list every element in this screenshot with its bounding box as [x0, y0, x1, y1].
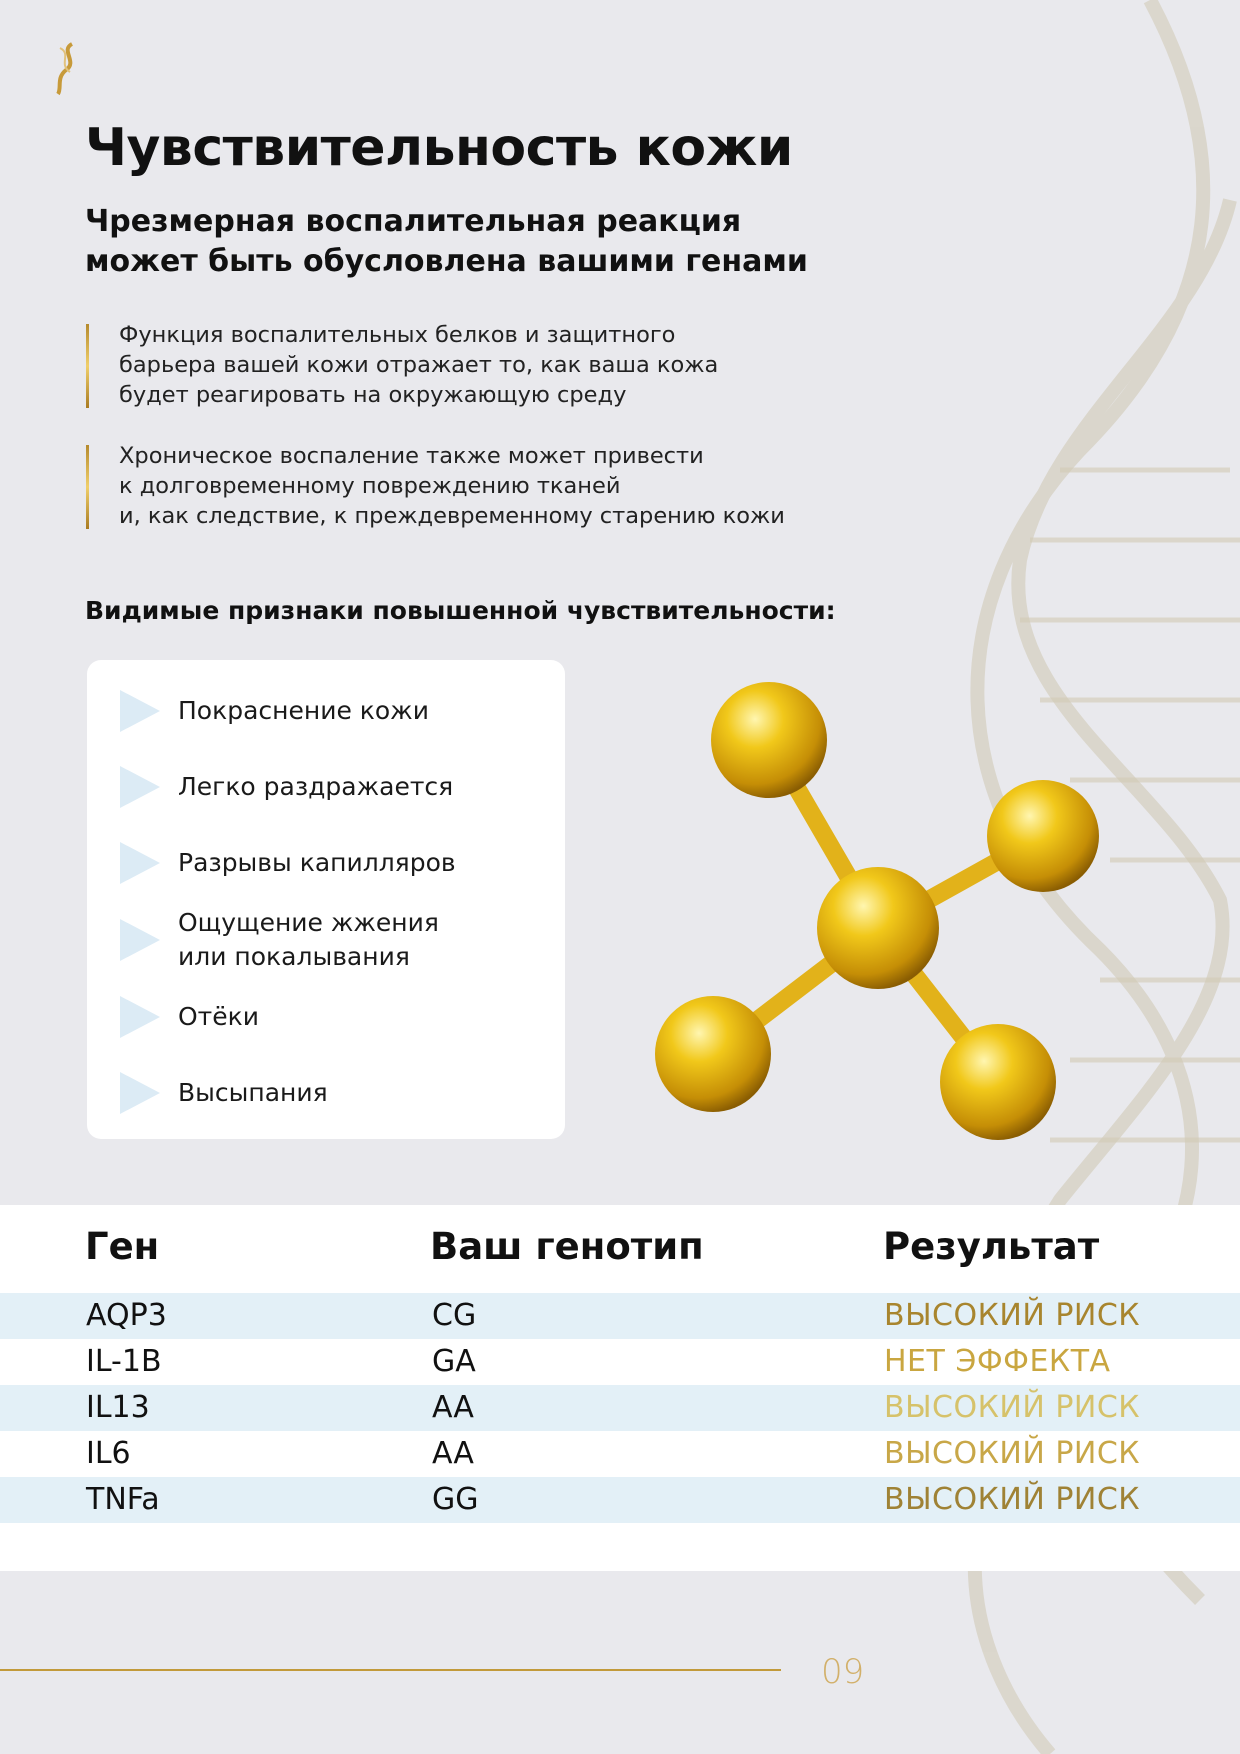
table-row: [0, 1339, 1240, 1385]
footer-divider: [0, 1669, 781, 1671]
paragraph-line: барьера вашей кожи отражает то, как ваша кожа: [119, 352, 719, 378]
genotype-cell: AA: [432, 1436, 474, 1471]
table-row: [0, 1431, 1240, 1477]
result-cell: ВЫСОКИЙ РИСК: [884, 1436, 1141, 1471]
sign-label: Высыпания: [178, 1078, 328, 1107]
molecule-image: [640, 670, 1110, 1150]
result-cell: НЕТ ЭФФЕКТА: [884, 1344, 1111, 1379]
paragraph-line: Хроническое воспаление также может привести: [119, 443, 704, 469]
triangle-right-icon: [120, 842, 160, 884]
gold-accent-bar: [86, 324, 89, 408]
paragraph-line: и, как следствие, к преждевременному старению кожи: [119, 503, 785, 529]
table-row: [0, 1385, 1240, 1431]
page-subtitle: [85, 202, 808, 282]
column-header-genotype: Ваш генотип: [430, 1225, 704, 1268]
genotype-cell: GG: [432, 1482, 479, 1517]
gene-cell: IL-1B: [86, 1344, 162, 1379]
triangle-right-icon: [120, 766, 160, 808]
sign-item: [120, 766, 453, 808]
triangle-right-icon: [120, 1072, 160, 1114]
sign-item: [120, 906, 439, 974]
gold-accent-bar: [86, 445, 89, 529]
sign-label: Разрывы капилляров: [178, 848, 456, 877]
info-paragraph: [86, 320, 718, 410]
triangle-right-icon: [120, 996, 160, 1038]
table-row: [0, 1293, 1240, 1339]
table-row: [0, 1477, 1240, 1523]
column-header-result: Результат: [883, 1225, 1100, 1268]
result-cell: ВЫСОКИЙ РИСК: [884, 1390, 1141, 1425]
sign-label: Ощущение жжения или покалывания: [178, 908, 439, 971]
triangle-right-icon: [120, 690, 160, 732]
info-paragraph: [86, 441, 785, 531]
genotype-cell: GA: [432, 1344, 476, 1379]
genotype-cell: CG: [432, 1298, 477, 1333]
sign-item: [120, 996, 259, 1038]
result-cell: ВЫСОКИЙ РИСК: [884, 1298, 1141, 1333]
paragraph-line: будет реагировать на окружающую среду: [119, 382, 627, 408]
result-cell: ВЫСОКИЙ РИСК: [884, 1482, 1141, 1517]
sign-item: [120, 1072, 328, 1114]
paragraph-line: Функция воспалительных белков и защитного: [119, 322, 676, 348]
sign-label: Покраснение кожи: [178, 696, 429, 725]
gene-cell: TNFa: [86, 1482, 160, 1517]
sign-item: [120, 690, 429, 732]
genotype-cell: AA: [432, 1390, 474, 1425]
dna-logo-icon: [52, 40, 84, 96]
column-header-gene: Ген: [85, 1225, 160, 1268]
page-number: 09: [821, 1652, 865, 1692]
page-title: Чувствительность кожи: [85, 118, 793, 178]
triangle-right-icon: [120, 919, 160, 961]
signs-card: [87, 660, 565, 1139]
subtitle-line: Чрезмерная воспалительная реакция: [85, 204, 742, 239]
genotype-table: [0, 1205, 1240, 1571]
signs-heading: Видимые признаки повышенной чувствительности:: [85, 596, 836, 625]
sign-item: [120, 842, 456, 884]
paragraph-line: к долговременному повреждению тканей: [119, 473, 621, 499]
subtitle-line: может быть обусловлена вашими генами: [85, 244, 808, 279]
gene-cell: IL13: [86, 1390, 150, 1425]
gene-cell: AQP3: [86, 1298, 167, 1333]
sign-label: Отёки: [178, 1002, 259, 1031]
sign-label: Легко раздражается: [178, 772, 454, 801]
gene-cell: IL6: [86, 1436, 131, 1471]
